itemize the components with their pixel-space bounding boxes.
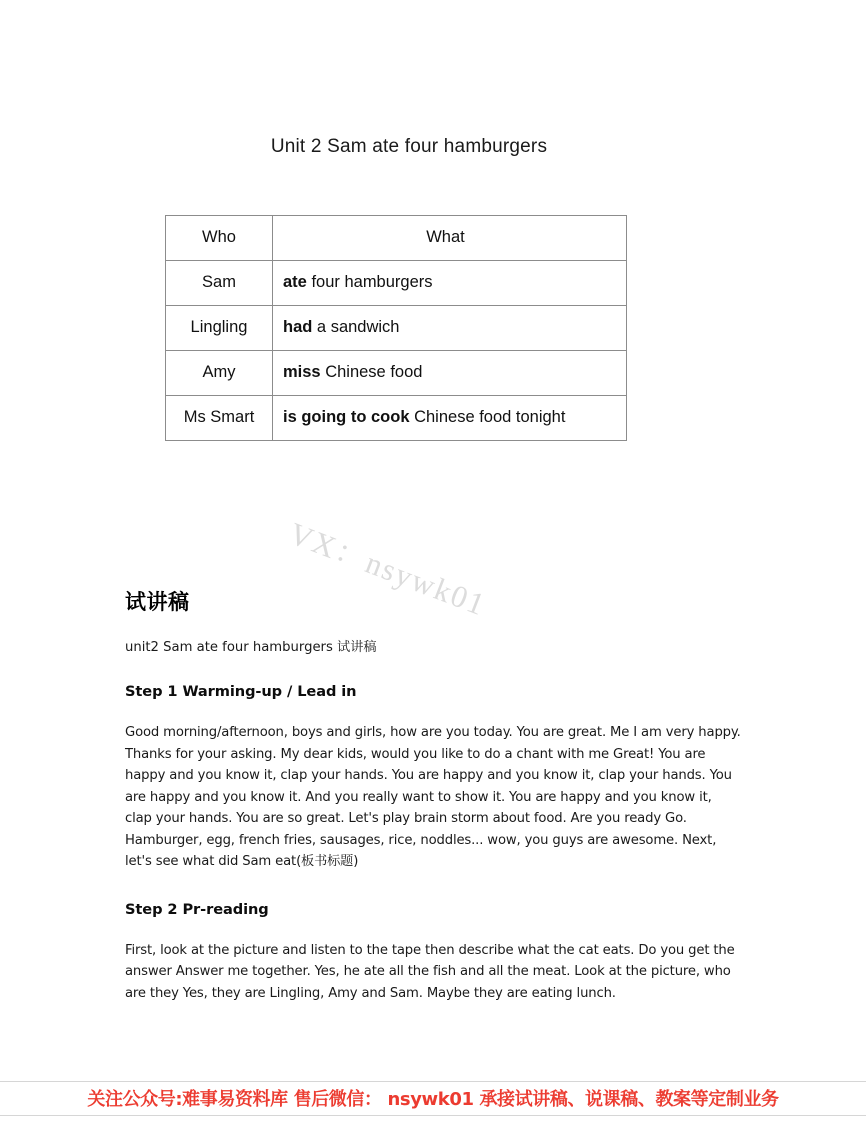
footer-promo-text: 关注公众号:难事易资料库 售后微信： nsywk01 承接试讲稿、说课稿、教案等定制业务 — [87, 1089, 779, 1110]
table-row — [166, 306, 627, 351]
table-row — [166, 351, 627, 396]
table-cell-rest: Chinese food tonight — [409, 408, 566, 427]
section-heading: 试讲稿 — [125, 591, 190, 614]
step1-paragraph: Good morning/afternoon, boys and girls, how are you today. You are great. Me I am very happy. Thanks for your asking. My dear kids, would you like to do a chant with me Great! You are happy and you know it, clap your hands. You are happy and you know it, clap your hands. You are happy and you know it. And you really want to show it. You are happy and you know it, clap your hands. You are so great. Let's play brain storm about food. Are you ready Go. Hamburger, egg, french fries, sausages, rice, noddles... wow, you guys are awesome. Next, let's see what did Sam eat(板书标题) — [125, 725, 741, 870]
table-cell-what — [273, 306, 627, 351]
table-row — [166, 396, 627, 441]
table-cell-what — [273, 396, 627, 441]
page-title: Unit 2 Sam ate four hamburgers — [270, 136, 548, 157]
step1-heading: Step 1 Warming-up / Lead in — [125, 683, 357, 701]
table-cell-rest: Chinese food — [320, 363, 423, 382]
table-cell-verb: miss — [283, 363, 321, 382]
step2-heading: Step 2 Pr-reading — [125, 900, 269, 918]
table-header-row — [166, 216, 627, 261]
table-header-who: Who — [166, 216, 273, 261]
who-what-table — [165, 215, 627, 441]
footer-banner — [0, 1081, 866, 1116]
step2-paragraph: First, look at the picture and listen to the tape then describe what the cat eats. Do you get the answer Answer me together. Yes, he ate all the fish and all the meat. Look at the picture, who are they Yes, they are Lingling, Amy and Sam. Maybe they are eating lunch. — [125, 942, 735, 1001]
table-cell-who: Sam — [166, 261, 273, 306]
table-header-what: What — [273, 216, 627, 261]
table-cell-who: Amy — [166, 351, 273, 396]
table-row — [166, 261, 627, 306]
table-cell-what — [273, 261, 627, 306]
lead-line: unit2 Sam ate four hamburgers 试讲稿 — [125, 640, 377, 655]
table-cell-who: Ms Smart — [166, 396, 273, 441]
watermark: VX：nsywk01 — [284, 515, 492, 623]
table-cell-who: Lingling — [166, 306, 273, 351]
table-cell-rest: a sandwich — [312, 318, 400, 337]
content-body — [125, 586, 742, 1004]
table-cell-verb: is going to cook — [283, 408, 410, 427]
table-cell-what — [273, 351, 627, 396]
table-cell-rest: four hamburgers — [306, 273, 433, 292]
table-cell-verb: ate — [283, 273, 307, 292]
table-cell-verb: had — [283, 318, 313, 337]
